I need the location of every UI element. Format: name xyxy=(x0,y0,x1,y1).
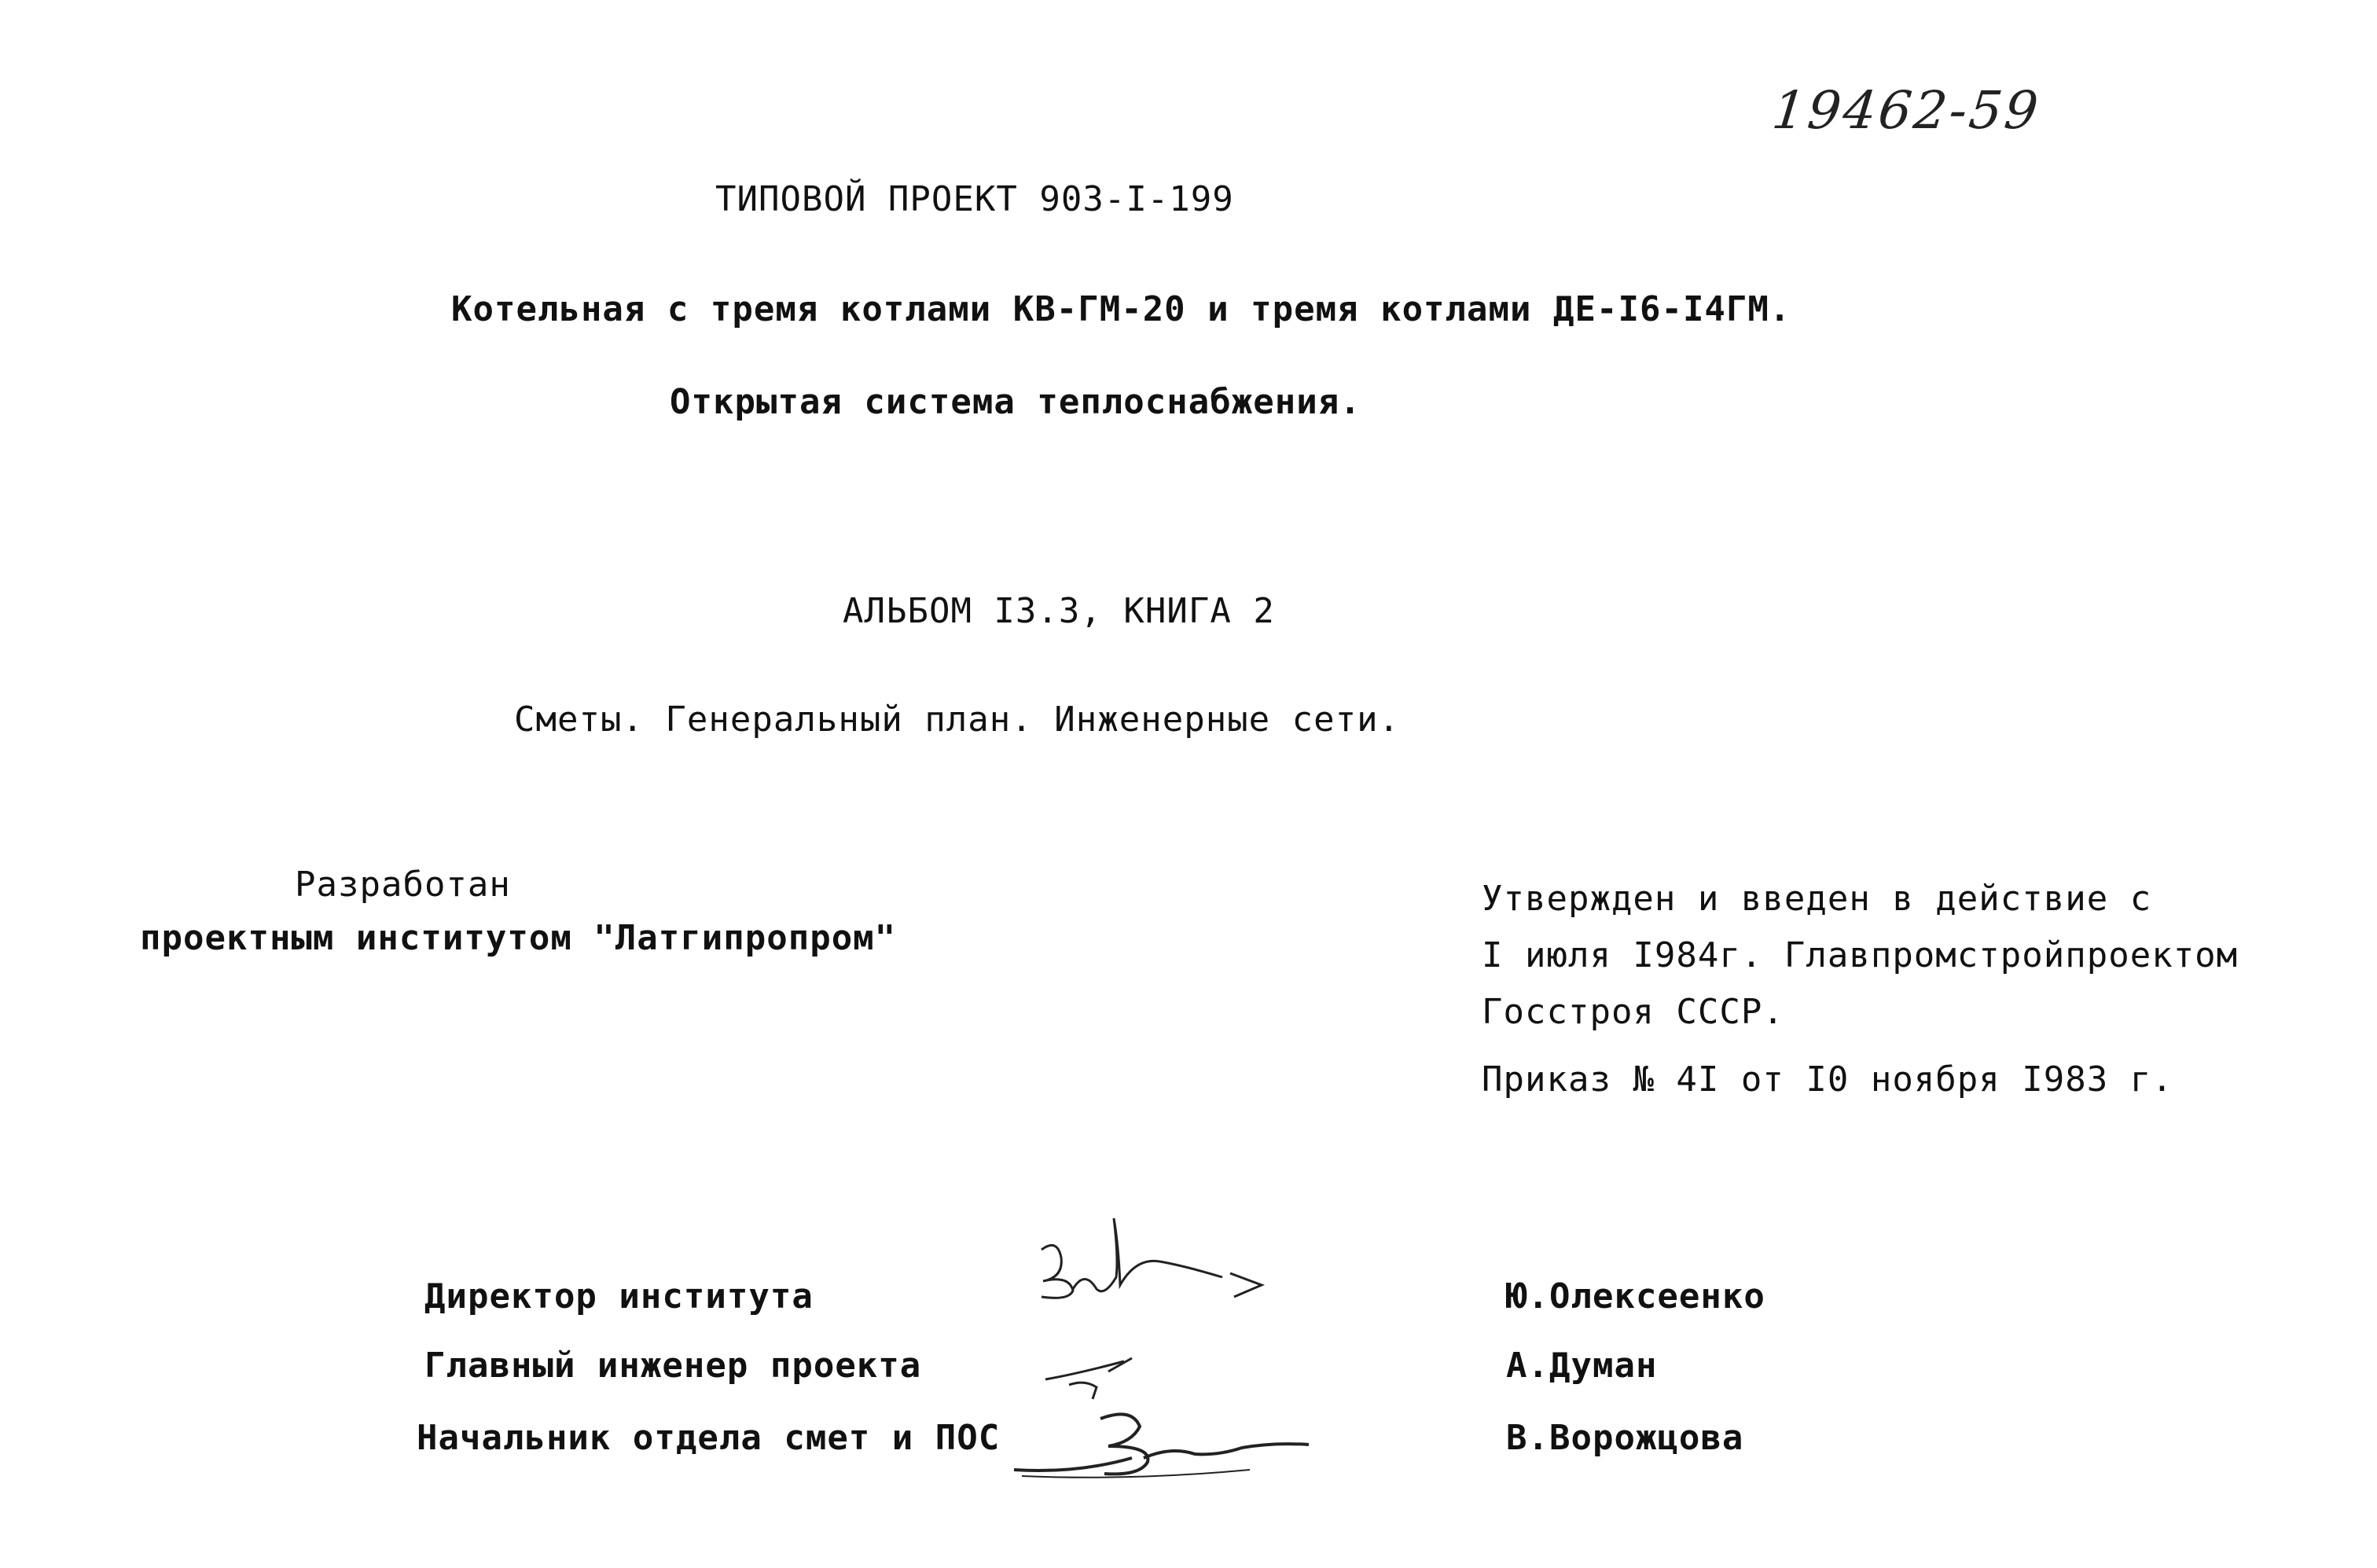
heating-system-subtitle: Открытая система теплоснабжения. xyxy=(670,382,1361,422)
album-title: АЛЬБОМ I3.3, КНИГА 2 xyxy=(843,591,1275,631)
signatory-name: В.Ворожцова xyxy=(1506,1418,1744,1458)
signatory-role: Главный инженер проекта xyxy=(424,1346,922,1386)
signatory-role: Начальник отдела смет и ПОС xyxy=(417,1418,1001,1458)
approval-order: Приказ № 4I от I0 ноября I983 г. xyxy=(1482,1059,2173,1100)
approval-line: Госстроя СССР. xyxy=(1482,992,1784,1032)
approval-line: Утвержден и введен в действие с xyxy=(1482,879,2152,919)
signatory-name: Ю.Олексеенко xyxy=(1506,1276,1765,1316)
developed-label: Разработан xyxy=(295,865,511,905)
project-title: ТИПОВОЙ ПРОЕКТ 903-I-199 xyxy=(715,179,1234,219)
signatory-name: А.Думан xyxy=(1506,1346,1658,1386)
approval-line: I июля I984г. Главпромстройпроектом xyxy=(1482,935,2239,975)
director-signature xyxy=(1026,1203,1277,1320)
signatory-role: Директор института xyxy=(424,1276,814,1316)
estimates-head-signature xyxy=(1014,1399,1313,1485)
project-subtitle: Котельная с тремя котлами КВ-ГМ-20 и тремя котлами ДЕ-I6-I4ГМ. xyxy=(451,289,1791,329)
archive-number: 19462-59 xyxy=(1769,80,2044,141)
album-contents: Сметы. Генеральный план. Инженерные сети. xyxy=(514,700,1401,740)
developer-institute: проектным институтом "Латгипропром" xyxy=(140,918,897,958)
